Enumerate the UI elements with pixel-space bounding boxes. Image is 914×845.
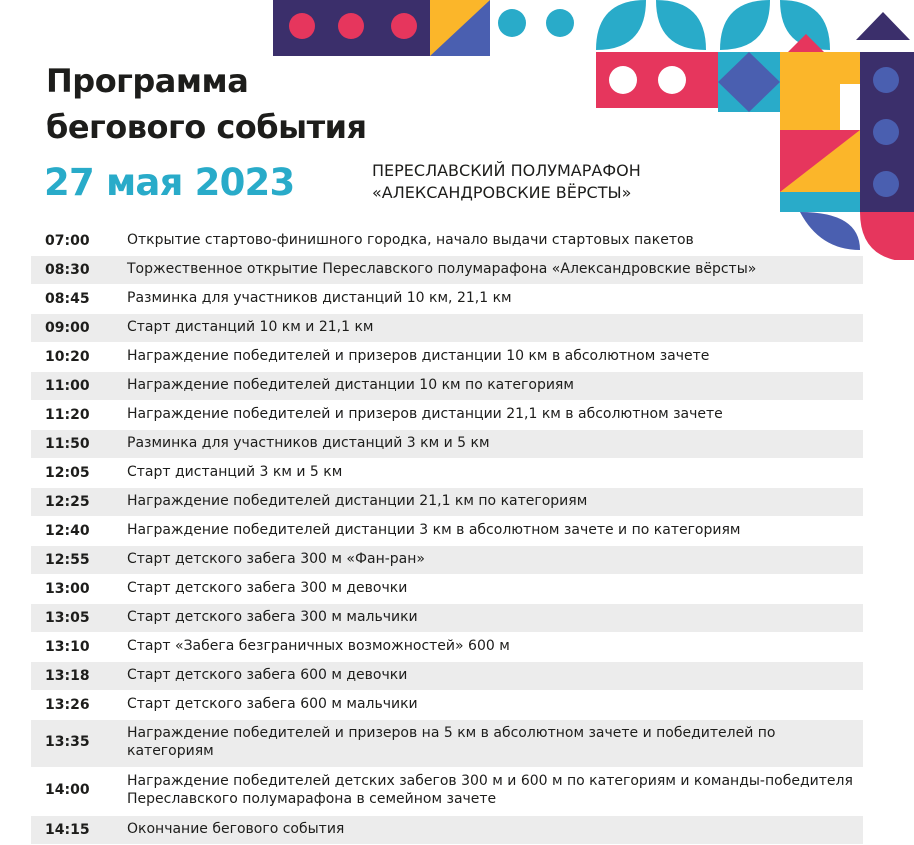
schedule-row [31,633,863,661]
schedule-description: Торжественное открытие Переславского полумарафона «Александровские вёрсты» [127,261,757,277]
schedule-row [31,720,863,767]
schedule-time: 13:00 [45,581,90,597]
schedule-time: 14:15 [45,822,90,838]
schedule-row [31,691,863,719]
schedule-description: Награждение победителей и призеров дистанции 21,1 км в абсолютном зачете [127,406,723,422]
schedule-row [31,488,863,516]
schedule-row [31,546,863,574]
schedule-row [31,227,863,255]
schedule-description: Разминка для участников дистанций 10 км, 21,1 км [127,290,512,306]
deco-teal-dot [498,9,526,37]
schedule-time: 14:00 [45,782,90,798]
event-date: 27 мая 2023 [44,161,295,204]
schedule-time: 08:45 [45,291,90,307]
schedule-row [31,430,863,458]
schedule-time: 12:25 [45,494,90,510]
schedule-time: 08:30 [45,262,90,278]
schedule-time: 13:05 [45,610,90,626]
schedule-time: 12:05 [45,465,90,481]
deco-blue-dot [873,171,899,197]
schedule-description: Награждение победителей дистанции 21,1 км по категориям [127,493,588,509]
schedule-time: 13:35 [45,734,90,750]
schedule-row [31,662,863,690]
schedule-row [31,314,863,342]
schedule-time: 13:18 [45,668,90,684]
deco-leaf [656,0,706,50]
title-line-2: бегового события [46,108,367,146]
schedule-description: Старт детского забега 600 м девочки [127,667,408,683]
event-name-line-2: «АЛЕКСАНДРОВСКИЕ ВЁРСТЫ» [372,183,632,202]
schedule-row [31,604,863,632]
schedule-row [31,459,863,487]
deco-leaf [720,0,770,50]
schedule-time: 11:00 [45,378,90,394]
deco-dot [338,13,364,39]
schedule-description: Награждение победителей детских забегов 300 м и 600 м по категориям и команды-победителя Переславского полумарафона в семейном зачете [127,773,853,807]
schedule-time: 11:50 [45,436,90,452]
deco-leaf [596,0,646,50]
schedule-description: Старт детского забега 300 м мальчики [127,609,418,625]
schedule-row [31,517,863,545]
schedule-description: Старт «Забега безграничных возможностей» 600 м [127,638,510,654]
schedule-table [31,227,863,845]
event-name [372,160,641,204]
title-line-1: Программа [46,62,249,100]
schedule-row [31,372,863,400]
schedule-time: 07:00 [45,233,90,249]
schedule-row [31,575,863,603]
schedule-description: Старт дистанций 10 км и 21,1 км [127,319,374,335]
schedule-row [31,768,863,815]
schedule-description: Разминка для участников дистанций 3 км и 5 км [127,435,490,451]
deco-white-dot [658,66,686,94]
schedule-time: 09:00 [45,320,90,336]
page-title [46,58,367,150]
deco-quarter [860,212,914,260]
schedule-time: 12:55 [45,552,90,568]
schedule-description: Окончание бегового события [127,821,345,837]
schedule-description: Награждение победителей дистанции 10 км по категориям [127,377,574,393]
deco-dot [391,13,417,39]
schedule-time: 13:10 [45,639,90,655]
schedule-description: Старт детского забега 300 м девочки [127,580,408,596]
schedule-description: Награждение победителей и призеров на 5 км в абсолютном зачете и победителей по категориям [127,725,776,759]
deco-teal-block [780,192,860,212]
schedule-time: 10:20 [45,349,90,365]
schedule-time: 13:26 [45,697,90,713]
schedule-row [31,285,863,313]
schedule-description: Старт дистанций 3 км и 5 км [127,464,343,480]
deco-teal-dot [546,9,574,37]
event-name-line-1: ПЕРЕСЛАВСКИЙ ПОЛУМАРАФОН [372,161,641,180]
schedule-row [31,343,863,371]
schedule-row [31,816,863,844]
deco-dot [289,13,315,39]
schedule-time: 12:40 [45,523,90,539]
schedule-row [31,256,863,284]
deco-blue-dot [873,119,899,145]
schedule-description: Старт детского забега 600 м мальчики [127,696,418,712]
schedule-description: Старт детского забега 300 м «Фан-ран» [127,551,425,567]
schedule-row [31,401,863,429]
deco-white-dot [609,66,637,94]
schedule-description: Награждение победителей и призеров дистанции 10 км в абсолютном зачете [127,348,710,364]
schedule-description: Награждение победителей дистанции 3 км в абсолютном зачете и по категориям [127,522,741,538]
deco-blue-dot [873,67,899,93]
schedule-description: Открытие стартово-финишного городка, начало выдачи стартовых пакетов [127,232,694,248]
schedule-time: 11:20 [45,407,90,423]
